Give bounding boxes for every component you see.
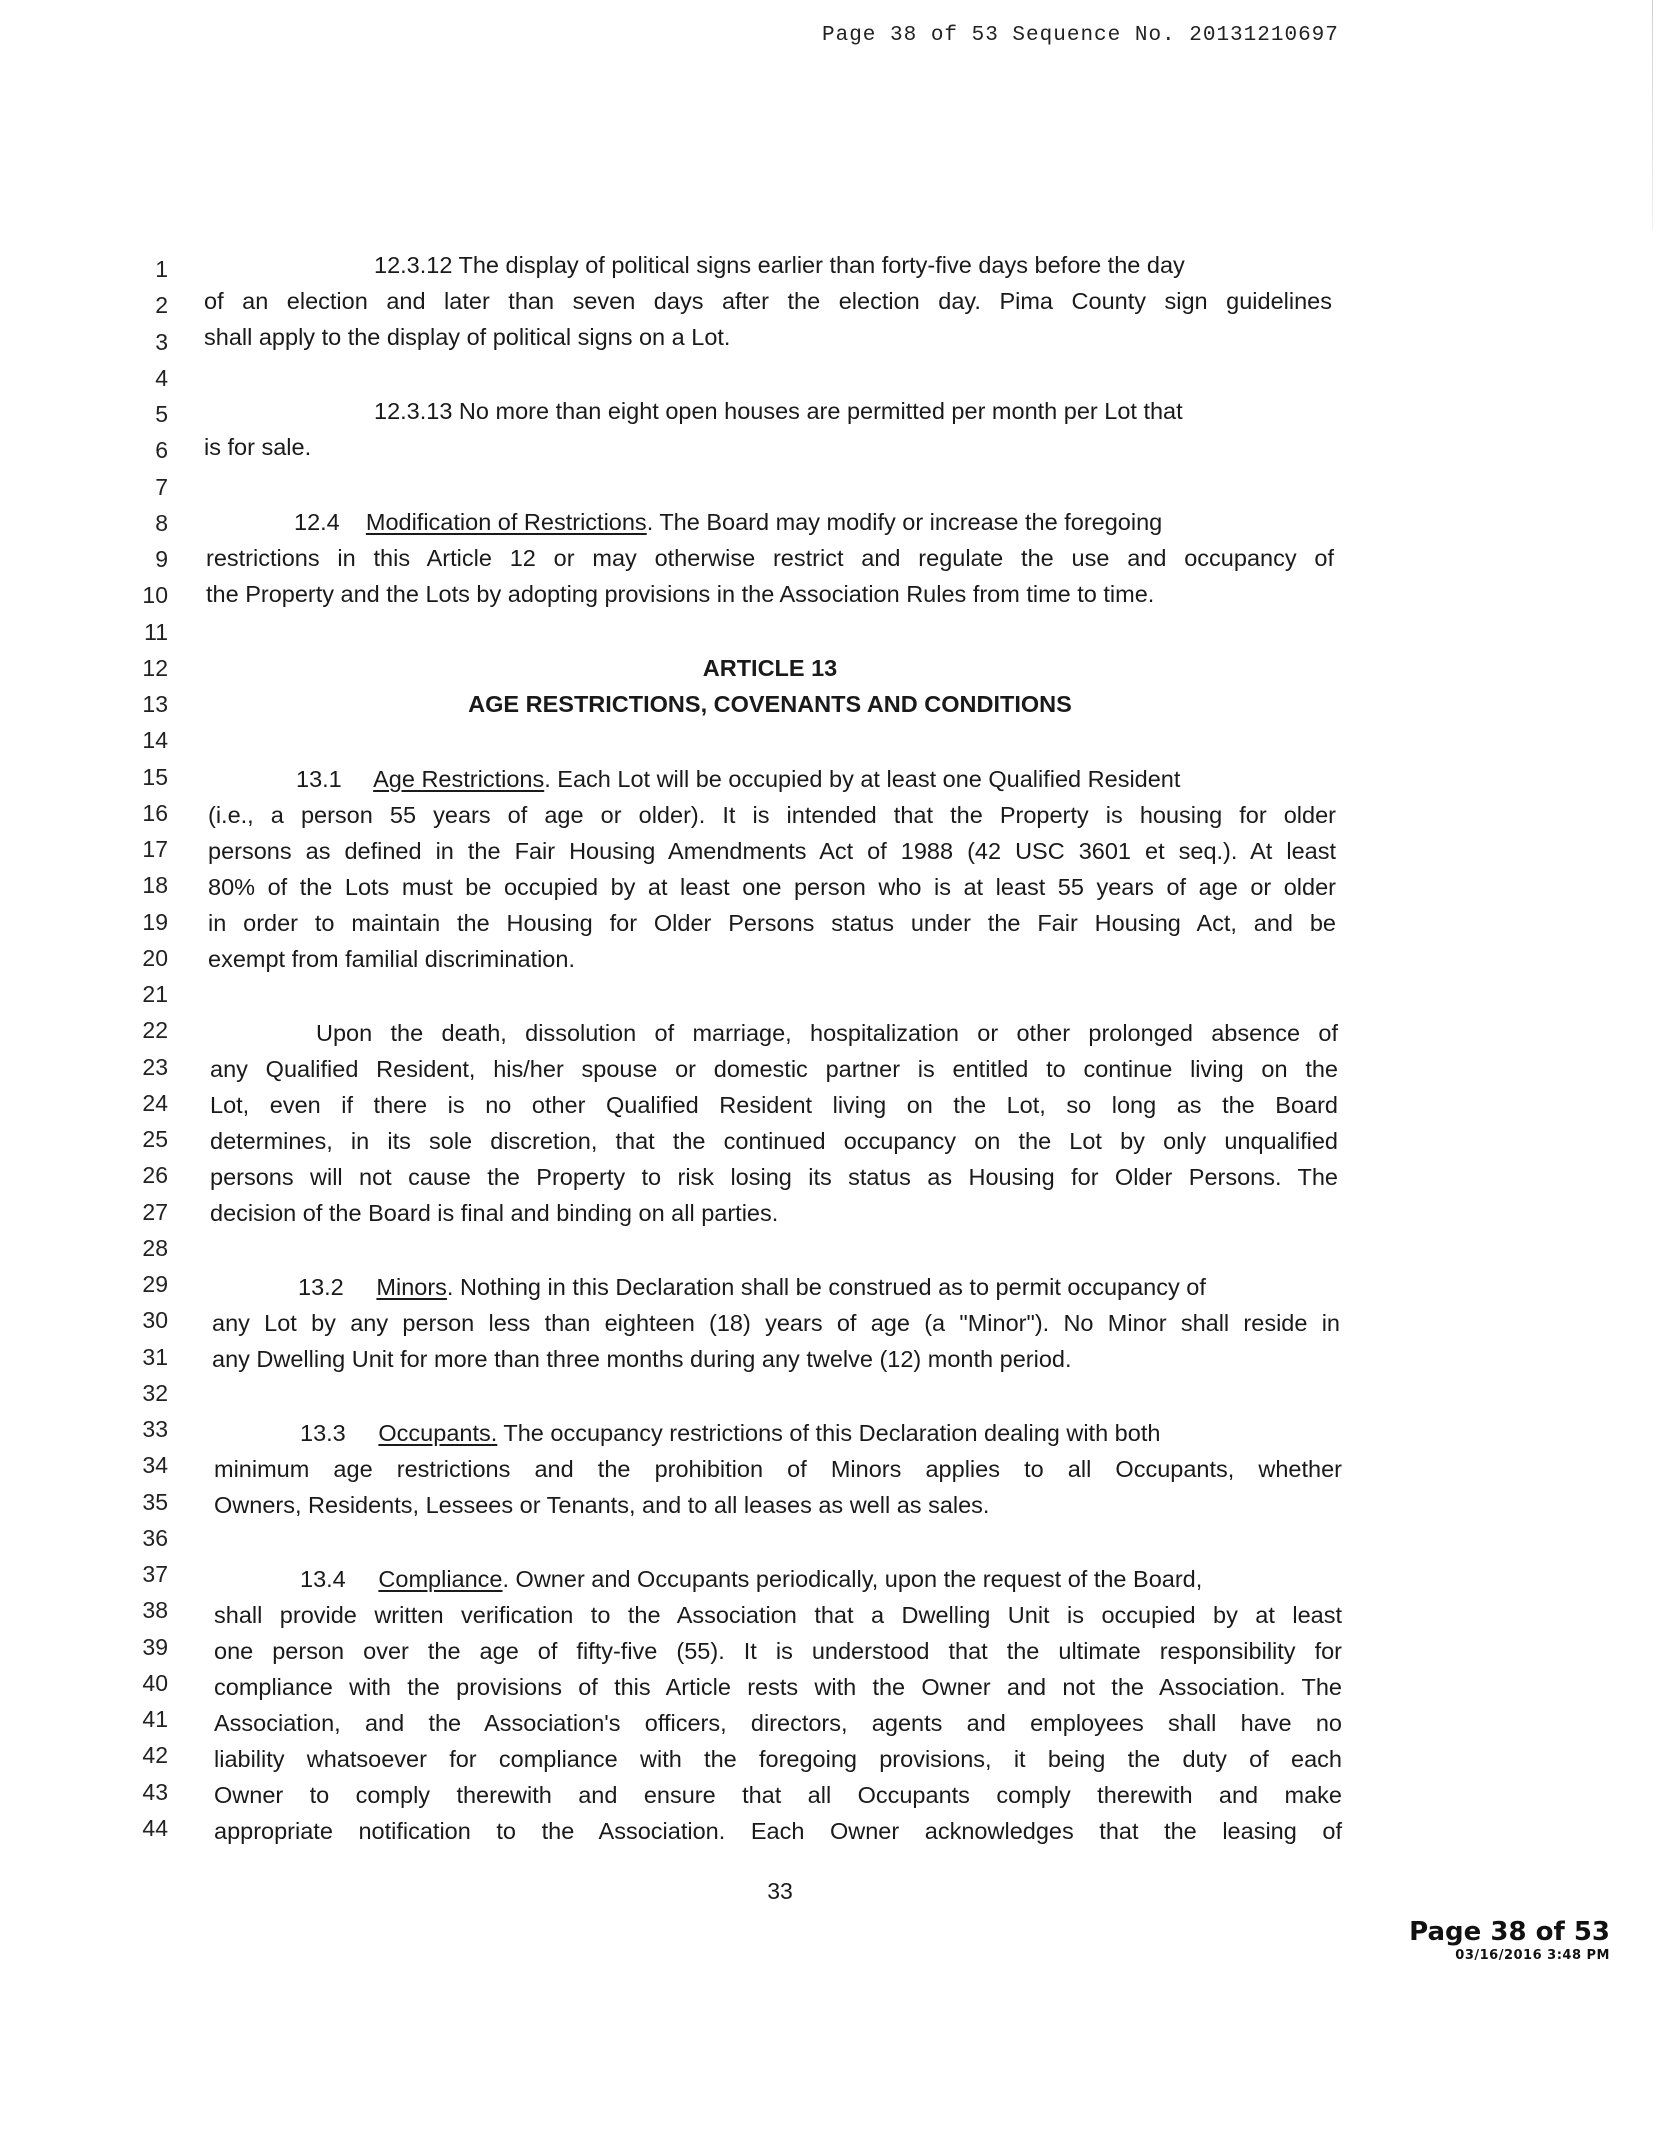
s13-1-line-3: persons as defined in the Fair Housing Amendments Act of 1988 (42 USC 3601 et seq.). At least: [208, 838, 1336, 864]
s13-2-number: 13.2: [298, 1274, 344, 1300]
line-number-17: 17: [142, 836, 168, 862]
line-number-24: 24: [142, 1090, 168, 1116]
line-number-16: 16: [142, 800, 168, 826]
line-number-9: 9: [155, 546, 168, 572]
s12-3-13-line-1: 12.3.13 No more than eight open houses are permitted per month per Lot that: [374, 398, 1183, 424]
article-number: ARTICLE 13: [702, 655, 838, 681]
line-number-6: 6: [155, 437, 168, 463]
line-number-5: 5: [155, 401, 168, 427]
line-number-37: 37: [142, 1561, 168, 1587]
line-number-25: 25: [142, 1126, 168, 1152]
line-number-28: 28: [142, 1235, 168, 1261]
line-number-15: 15: [142, 764, 168, 790]
p-upon-death-line-6: decision of the Board is final and binding on all parties.: [210, 1200, 779, 1226]
line-number-23: 23: [142, 1054, 168, 1080]
line-number-18: 18: [142, 872, 168, 898]
s13-1-line-4: 80% of the Lots must be occupied by at least one person who is at least 55 years of age or older: [208, 874, 1336, 900]
s12-3-12-line-3: shall apply to the display of political signs on a Lot.: [204, 324, 731, 350]
s12-4-line-1: [294, 507, 1162, 537]
s13-2-line-1-rest: . Nothing in this Declaration shall be construed as to permit occupancy of: [446, 1274, 1206, 1300]
line-number-43: 43: [142, 1779, 168, 1805]
s12-4-line-3: the Property and the Lots by adopting provisions in the Association Rules from time to time.: [206, 581, 1155, 607]
s13-4-line-2: shall provide written verification to the Association that a Dwelling Unit is occupied by at least: [214, 1602, 1342, 1628]
line-number-31: 31: [142, 1344, 168, 1370]
line-number-20: 20: [142, 945, 168, 971]
p-upon-death-line-1: Upon the death, dissolution of marriage, hospitalization or other prolonged absence of: [316, 1020, 1338, 1046]
s13-3-line-2: minimum age restrictions and the prohibition of Minors applies to all Occupants, whether: [214, 1456, 1342, 1482]
s13-3-line-1-rest: The occupancy restrictions of this Declaration dealing with both: [497, 1420, 1161, 1446]
stamp-page-count: Page 38 of 53: [1409, 1917, 1610, 1947]
line-number-19: 19: [142, 909, 168, 935]
s13-1-line-1: [296, 764, 1180, 794]
s13-1-number: 13.1: [296, 766, 342, 792]
line-number-30: 30: [142, 1307, 168, 1333]
line-number-14: 14: [142, 727, 168, 753]
s13-3-line-1: [300, 1418, 1160, 1448]
s12-4-line-2: restrictions in this Article 12 or may otherwise restrict and regulate the use and occupancy of: [206, 545, 1334, 571]
s13-4-line-6: liability whatsoever for compliance with the foregoing provisions, it being the duty of each: [214, 1746, 1342, 1772]
line-number-39: 39: [142, 1634, 168, 1660]
line-number-27: 27: [142, 1199, 168, 1225]
stamp-datetime: 03/16/2016 3:48 PM: [1455, 1948, 1610, 1963]
sequence-header: Page 38 of 53 Sequence No. 20131210697: [822, 24, 1339, 47]
p-upon-death-line-2: any Qualified Resident, his/her spouse or domestic partner is entitled to continue living on the: [210, 1056, 1338, 1082]
line-number-35: 35: [142, 1489, 168, 1515]
line-number-41: 41: [142, 1706, 168, 1732]
s12-4-heading: Modification of Restrictions: [365, 509, 647, 535]
s13-3-heading: Occupants.: [378, 1420, 498, 1446]
s13-3-line-3: Owners, Residents, Lessees or Tenants, and to all leases as well as sales.: [214, 1492, 990, 1518]
line-number-3: 3: [155, 329, 168, 355]
line-number-12: 12: [142, 655, 168, 681]
line-number-29: 29: [142, 1271, 168, 1297]
page-number: 33: [767, 1878, 793, 1904]
s12-3-12-line-1: 12.3.12 The display of political signs earlier than forty-five days before the day: [374, 252, 1185, 278]
s12-4-line-1-rest: . The Board may modify or increase the foregoing: [646, 509, 1163, 535]
s13-4-line-5: Association, and the Association's officers, directors, agents and employees shall have no: [214, 1710, 1342, 1736]
recording-stamp: [1370, 1916, 1610, 1964]
s12-3-12-line-2: of an election and later than seven days after the election day. Pima County sign guidelines: [204, 288, 1332, 314]
line-number-4: 4: [155, 365, 168, 391]
line-number-32: 32: [142, 1380, 168, 1406]
line-number-38: 38: [142, 1597, 168, 1623]
line-number-34: 34: [142, 1452, 168, 1478]
s13-1-heading: Age Restrictions: [373, 766, 545, 792]
line-number-22: 22: [142, 1017, 168, 1043]
article-title: AGE RESTRICTIONS, COVENANTS AND CONDITIONS: [468, 691, 1072, 717]
s12-4-number: 12.4: [294, 509, 340, 535]
p-upon-death-line-5: persons will not cause the Property to risk losing its status as Housing for Older Persons. The: [210, 1164, 1338, 1190]
line-number-10: 10: [142, 582, 168, 608]
line-number-8: 8: [155, 510, 168, 536]
line-number-36: 36: [142, 1525, 168, 1551]
s13-4-heading: Compliance: [378, 1566, 503, 1592]
s13-4-line-7: Owner to comply therewith and ensure that all Occupants comply therewith and make: [214, 1782, 1342, 1808]
s13-4-line-3: one person over the age of fifty-five (55). It is understood that the ultimate responsibility for: [214, 1638, 1342, 1664]
line-number-13: 13: [142, 691, 168, 717]
line-number-26: 26: [142, 1162, 168, 1188]
s13-1-line-2: (i.e., a person 55 years of age or older). It is intended that the Property is housing for older: [208, 802, 1336, 828]
line-number-1: 1: [155, 256, 168, 282]
s13-4-line-8: appropriate notification to the Association. Each Owner acknowledges that the leasing of: [214, 1818, 1342, 1844]
line-number-2: 2: [155, 292, 168, 318]
line-number-7: 7: [155, 474, 168, 500]
s13-2-line-1: [298, 1272, 1206, 1302]
s13-4-line-1: [300, 1564, 1202, 1594]
line-number-21: 21: [142, 981, 168, 1007]
line-number-44: 44: [142, 1815, 168, 1841]
line-number-40: 40: [142, 1670, 168, 1696]
s13-1-line-6: exempt from familial discrimination.: [208, 946, 575, 972]
s13-2-heading: Minors: [376, 1274, 447, 1300]
line-number-33: 33: [142, 1416, 168, 1442]
p-upon-death-line-3: Lot, even if there is no other Qualified Resident living on the Lot, so long as the Board: [210, 1092, 1338, 1118]
p-upon-death-line-4: determines, in its sole discretion, that the continued occupancy on the Lot by only unqualified: [210, 1128, 1338, 1154]
s13-4-number: 13.4: [300, 1566, 346, 1592]
s13-4-line-1-rest: . Owner and Occupants periodically, upon the request of the Board,: [502, 1566, 1203, 1592]
line-number-42: 42: [142, 1742, 168, 1768]
line-number-11: 11: [144, 619, 168, 645]
scan-edge-line: [1652, 0, 1653, 230]
s13-1-line-1-rest: . Each Lot will be occupied by at least one Qualified Resident: [544, 766, 1181, 792]
s13-2-line-3: any Dwelling Unit for more than three months during any twelve (12) month period.: [212, 1346, 1072, 1372]
s13-4-line-4: compliance with the provisions of this Article rests with the Owner and not the Association. The: [214, 1674, 1342, 1700]
s12-3-13-line-2: is for sale.: [204, 434, 312, 460]
s13-3-number: 13.3: [300, 1420, 346, 1446]
s13-1-line-5: in order to maintain the Housing for Older Persons status under the Fair Housing Act, and be: [208, 910, 1336, 936]
s13-2-line-2: any Lot by any person less than eighteen (18) years of age (a "Minor"). No Minor shall reside in: [212, 1310, 1340, 1336]
